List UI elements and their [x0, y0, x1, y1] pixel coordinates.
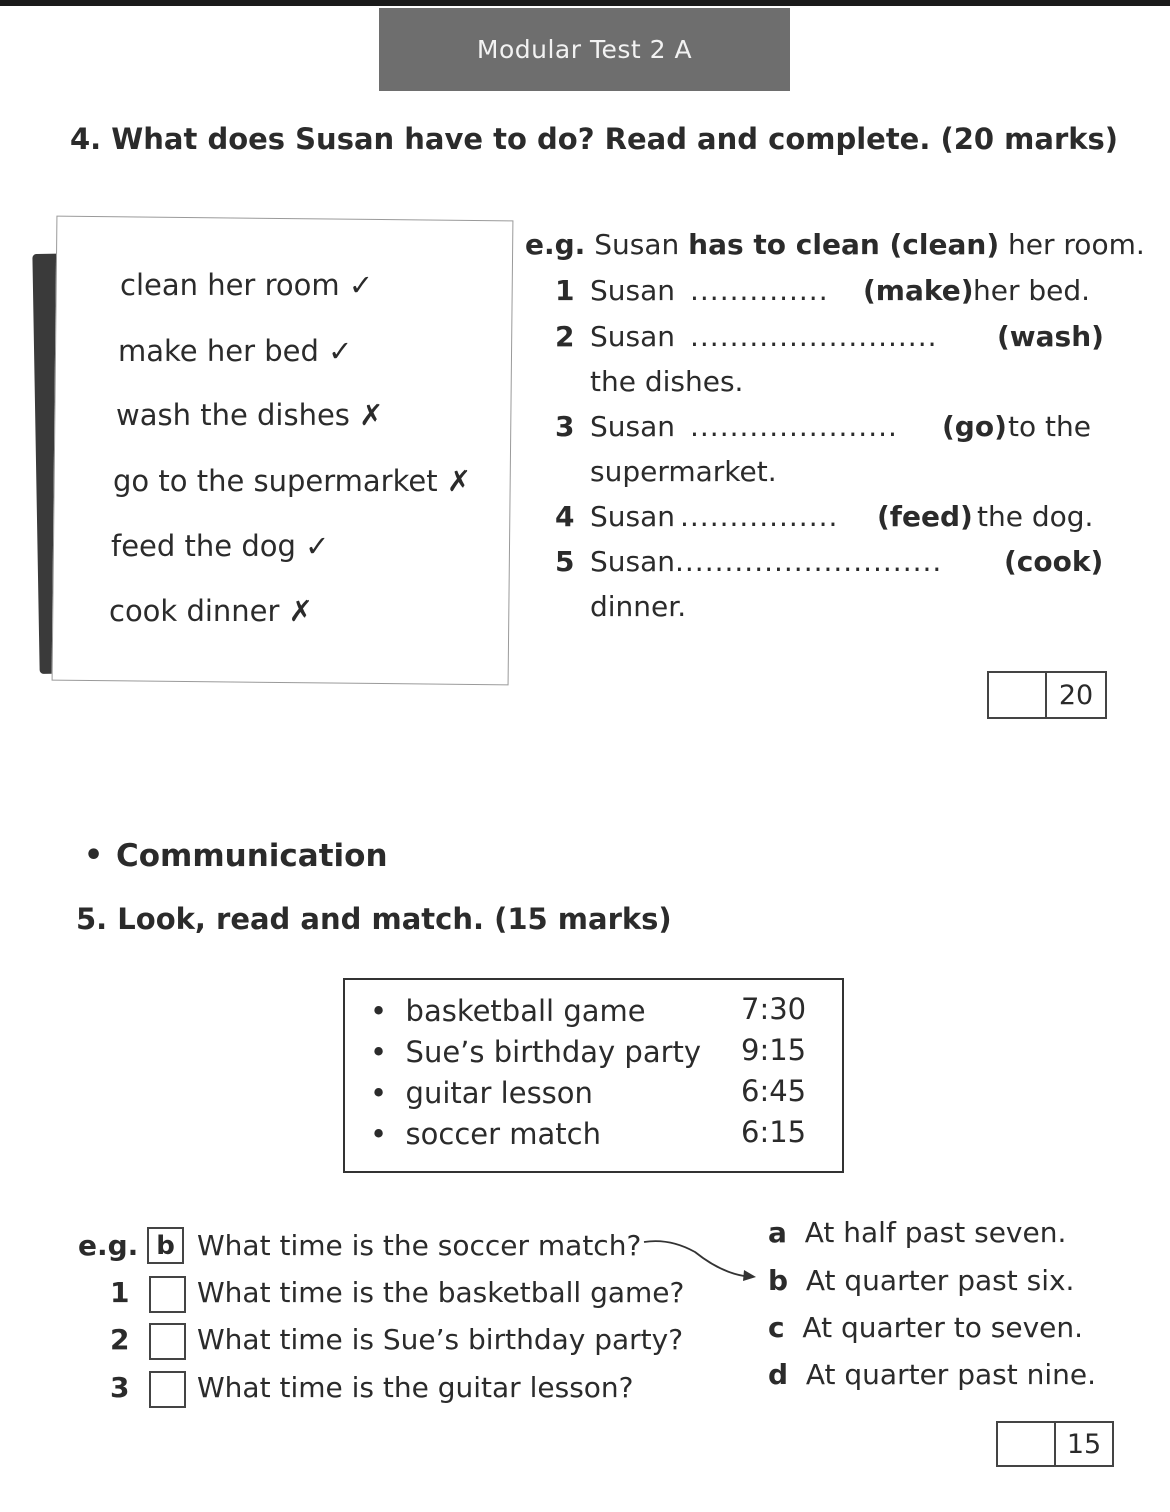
item-subject: Susan	[590, 274, 676, 307]
answer-option	[768, 1216, 1066, 1249]
schedule-time: 7:30	[741, 992, 807, 1026]
item-number: 2	[555, 320, 575, 353]
check-mark-icon: ✓	[328, 334, 353, 368]
item-verb: (cook)	[1004, 545, 1104, 578]
answer-letter: a	[768, 1216, 787, 1249]
item-subject: Susan	[590, 320, 676, 353]
question-number: 1	[110, 1276, 130, 1309]
task-item	[109, 594, 313, 628]
example-post: her room.	[999, 228, 1145, 261]
score-input[interactable]	[989, 673, 1047, 717]
exercise-5-heading: 5. Look, read and match. (15 marks)	[76, 902, 672, 936]
cross-mark-icon: ✗	[359, 398, 384, 432]
check-mark-icon: ✓	[305, 529, 330, 563]
schedule-event: guitar lesson	[405, 1076, 593, 1110]
item-verb: (wash)	[997, 320, 1104, 353]
item-verb: (feed)	[877, 500, 973, 533]
task-item	[118, 334, 352, 368]
schedule-time: 6:45	[741, 1074, 807, 1108]
answer-box[interactable]	[149, 1371, 186, 1408]
exercise-4-heading: 4. What does Susan have to do? Read and complete. (20 marks)	[70, 122, 1119, 156]
answer-blank[interactable]: ..............	[690, 274, 829, 307]
item-verb: (go)	[942, 410, 1007, 443]
answer-text: At half past seven.	[804, 1216, 1067, 1249]
question-number: 2	[110, 1323, 130, 1356]
task-label: make her bed	[118, 334, 319, 368]
cross-mark-icon: ✗	[288, 594, 313, 628]
schedule-row: • basketball game	[370, 994, 646, 1028]
answer-letter: c	[768, 1311, 785, 1344]
score-box	[996, 1421, 1114, 1467]
item-number: 3	[555, 410, 575, 443]
item-tail: the dog.	[977, 500, 1094, 533]
item-continuation: the dishes.	[590, 365, 744, 398]
answer-option	[768, 1311, 1083, 1344]
question-number: e.g.	[78, 1229, 139, 1262]
task-item	[113, 464, 471, 498]
answer-blank[interactable]: ...........................	[675, 545, 943, 578]
schedule-row: • guitar lesson	[370, 1076, 593, 1110]
answer-blank[interactable]: .....................	[690, 410, 898, 443]
schedule-time: 6:15	[741, 1115, 807, 1149]
test-title-banner: Modular Test 2 A	[379, 8, 790, 91]
task-item	[116, 398, 383, 432]
item-continuation: supermarket.	[590, 455, 777, 488]
answer-blank[interactable]: .........................	[690, 320, 938, 353]
question-text: What time is Sue’s birthday party?	[197, 1323, 684, 1356]
section-bullet: •	[84, 838, 104, 873]
item-subject: Susan	[590, 410, 676, 443]
match-arrow-icon	[640, 1236, 760, 1286]
item-subject: Susan	[590, 500, 676, 533]
answer-letter: d	[768, 1358, 789, 1391]
example-sentence	[525, 228, 1145, 261]
example-label: e.g.	[525, 228, 586, 261]
score-total: 20	[1058, 679, 1094, 711]
example-answer: has to clean (clean)	[688, 228, 1000, 261]
score-input[interactable]	[998, 1423, 1056, 1465]
item-tail: her bed.	[973, 274, 1091, 307]
question-text: What time is the soccer match?	[197, 1229, 642, 1262]
schedule-row: • soccer match	[370, 1117, 601, 1151]
example-pre: Susan	[594, 228, 689, 261]
check-mark-icon: ✓	[348, 268, 374, 302]
answer-option	[768, 1358, 1096, 1391]
task-item	[120, 268, 373, 302]
top-border	[0, 0, 1170, 6]
section-title: Communication	[116, 838, 388, 874]
task-label: wash the dishes	[116, 398, 350, 432]
score-box	[987, 671, 1107, 719]
answer-text: At quarter past nine.	[805, 1358, 1097, 1391]
question-text: What time is the basketball game?	[197, 1276, 685, 1309]
question-number: 3	[110, 1371, 130, 1404]
item-number: 5	[555, 545, 575, 578]
answer-option	[768, 1264, 1074, 1297]
score-total: 15	[1066, 1428, 1102, 1460]
answer-text: At quarter past six.	[805, 1264, 1075, 1297]
answer-box[interactable]	[149, 1276, 186, 1313]
item-continuation: dinner.	[590, 590, 687, 623]
answer-text: At quarter to seven.	[802, 1311, 1084, 1344]
item-number: 4	[555, 500, 575, 533]
schedule-row: • Sue’s birthday party	[370, 1035, 702, 1069]
schedule-event: soccer match	[405, 1117, 601, 1151]
task-label: go to the supermarket	[113, 464, 438, 498]
item-number: 1	[555, 274, 575, 307]
item-subject: Susan	[590, 545, 676, 578]
task-label: feed the dog	[111, 529, 296, 563]
item-tail: to the	[1008, 410, 1091, 443]
schedule-time: 9:15	[741, 1033, 807, 1067]
answer-blank[interactable]: ................	[680, 500, 839, 533]
task-label: clean her room	[120, 268, 340, 302]
answer-letter: b	[768, 1264, 789, 1297]
question-text: What time is the guitar lesson?	[197, 1371, 634, 1404]
answer-box[interactable]	[149, 1323, 186, 1360]
schedule-event: Sue’s birthday party	[405, 1035, 702, 1069]
cross-mark-icon: ✗	[446, 464, 472, 498]
task-item	[111, 529, 329, 563]
answer-box[interactable]: b	[147, 1227, 184, 1264]
task-label: cook dinner	[109, 594, 280, 628]
schedule-event: basketball game	[405, 994, 646, 1028]
item-verb: (make)	[863, 274, 974, 307]
